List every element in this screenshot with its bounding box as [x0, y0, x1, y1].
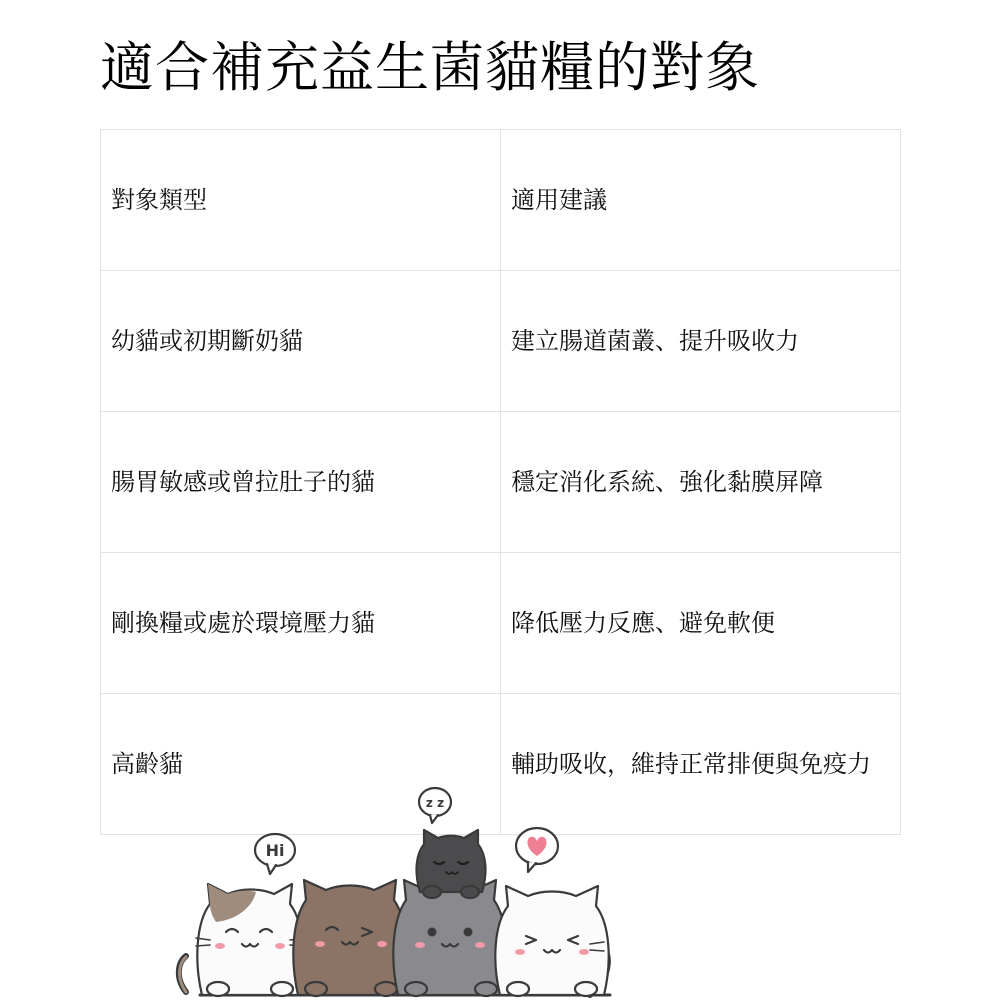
hi-speech-bubble	[255, 834, 295, 874]
dark-kitten	[417, 830, 486, 898]
cats-illustration	[170, 782, 620, 1000]
table-row	[101, 271, 901, 412]
calico-cat	[179, 884, 304, 996]
grey-cat	[393, 880, 506, 996]
cell-type: 幼貓或初期斷奶貓	[101, 271, 501, 412]
cell-type: 高齡貓	[101, 694, 501, 835]
page-title: 適合補充益生菌貓糧的對象	[100, 36, 760, 99]
sleep-text: z z	[425, 796, 445, 810]
brown-cat	[293, 880, 406, 996]
cell-advice: 建立腸道菌叢、提升吸收力	[501, 271, 901, 412]
header-cell-advice: 適用建議	[501, 130, 901, 271]
cell-advice: 輔助吸收，維持正常排便與免疫力	[501, 694, 901, 835]
cell-type: 剛換糧或處於環境壓力貓	[101, 553, 501, 694]
table-header-row	[101, 130, 901, 271]
header-cell-type: 對象類型	[101, 130, 501, 271]
white-cat	[495, 886, 608, 996]
cell-type: 腸胃敏感或曾拉肚子的貓	[101, 412, 501, 553]
cell-advice: 穩定消化系統、強化黏膜屏障	[501, 412, 901, 553]
hi-text: Hi	[265, 841, 285, 860]
table-row	[101, 412, 901, 553]
cell-advice: 降低壓力反應、避免軟便	[501, 553, 901, 694]
table-row	[101, 553, 901, 694]
info-table	[100, 129, 901, 835]
sleep-speech-bubble	[419, 788, 451, 823]
heart-speech-bubble	[516, 828, 558, 872]
